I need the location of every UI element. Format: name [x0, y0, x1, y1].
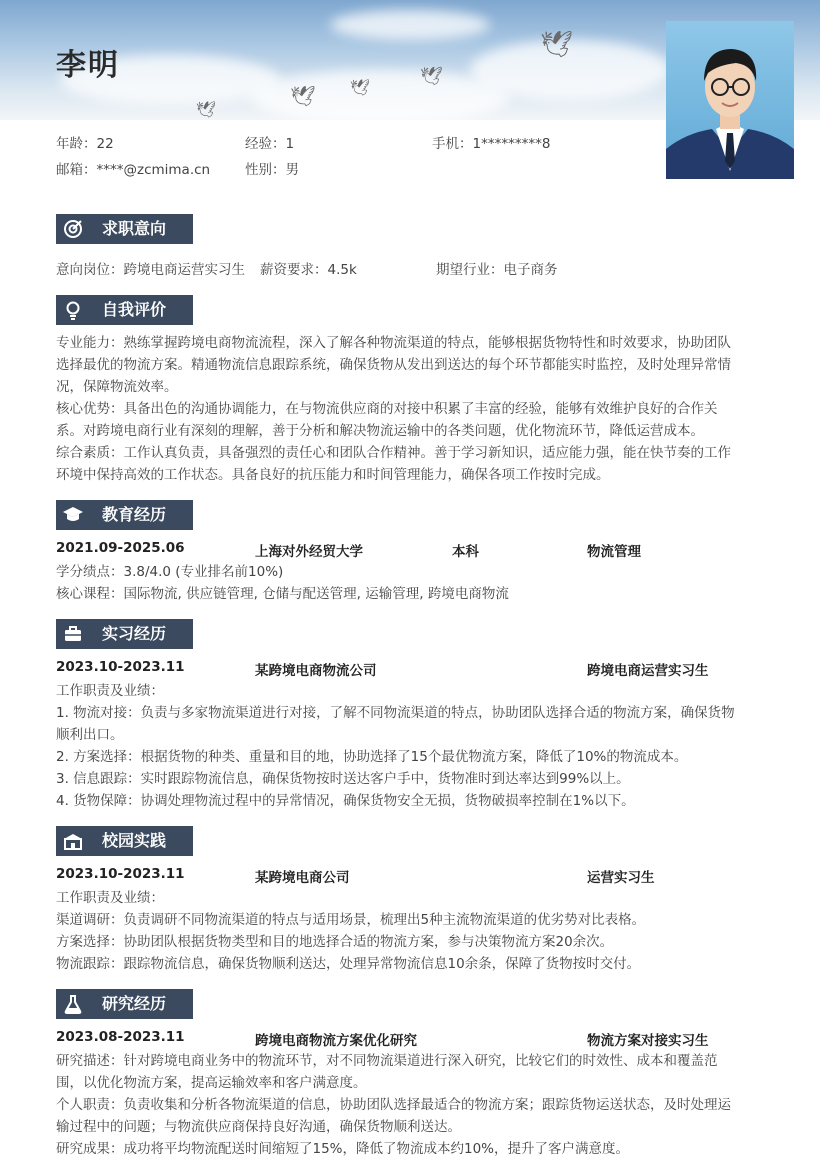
- research-line: 围，以优化物流方案，提高运输效率和客户满意度。: [56, 1075, 367, 1091]
- internship-line: 1. 物流对接：负责与多家物流渠道进行对接，了解不同物流渠道的特点，协助团队选择合适的物流方案，确保货物: [56, 705, 735, 721]
- section-job-intent: 求职意向: [56, 214, 193, 244]
- bird-icon: 🕊: [420, 66, 443, 87]
- section-internship: 实习经历: [56, 619, 193, 649]
- campus-role: 运营实习生: [587, 870, 655, 886]
- self-eval-line: 综合素质：工作认真负责，具备强烈的责任心和团队合作精神。善于学习新知识，适应能力强，能在快节奏的工作: [56, 445, 731, 461]
- flask-icon: [60, 991, 86, 1017]
- self-eval-line: 况，保障物流效率。: [56, 379, 178, 395]
- school-building-icon: [60, 828, 86, 854]
- section-campus: 校园实践: [56, 826, 193, 856]
- self-eval-line: 选择最优的物流方案。精通物流信息跟踪系统，确保货物从发出到送达的每个环节都能实时监控，及时处理异常情: [56, 357, 731, 373]
- education-degree: 本科: [452, 544, 479, 560]
- campus-period: 2023.10-2023.11: [56, 866, 185, 882]
- research-period: 2023.08-2023.11: [56, 1029, 185, 1045]
- internship-line: 2. 方案选择：根据货物的种类、重量和目的地，协助选择了15个最优物流方案，降低了10%的物流成本。: [56, 749, 688, 765]
- research-project: 跨境电商物流方案优化研究: [255, 1033, 417, 1049]
- campus-line: 工作职责及业绩：: [56, 890, 164, 906]
- bird-icon: 🕊: [540, 30, 574, 60]
- internship-line: 顺利出口。: [56, 727, 124, 743]
- age-field: 年龄：22: [56, 136, 114, 152]
- internship-line: 4. 货物保障：协调处理物流过程中的异常情况，确保货物安全无损，货物破损率控制在1%以下。: [56, 793, 635, 809]
- internship-role: 跨境电商运营实习生: [587, 663, 709, 679]
- bird-icon: 🕊: [290, 84, 316, 108]
- intent-position: 意向岗位：跨境电商运营实习生: [56, 262, 245, 278]
- intent-salary: 薪资要求：4.5k: [260, 262, 357, 278]
- education-line: 学分绩点：3.8/4.0 (专业排名前10%): [56, 564, 284, 580]
- research-line: 研究描述：针对跨境电商业务中的物流环节，对不同物流渠道进行深入研究，比较它们的时效性、成本和覆盖范: [56, 1053, 718, 1069]
- campus-line: 方案选择：协助团队根据货物类型和目的地选择合适的物流方案，参与决策物流方案20余次。: [56, 934, 614, 950]
- education-period: 2021.09-2025.06: [56, 540, 185, 556]
- internship-line: 3. 信息跟踪：实时跟踪物流信息，确保货物按时送达客户手中，货物准时到达率达到99%以上。: [56, 771, 630, 787]
- candidate-name: 李明: [56, 48, 120, 83]
- internship-period: 2023.10-2023.11: [56, 659, 185, 675]
- phone-field: 手机：1*********8: [432, 136, 551, 152]
- research-line: 输过程中的问题；与物流供应商保持良好沟通，确保货物顺利送达。: [56, 1119, 461, 1135]
- education-school: 上海对外经贸大学: [255, 544, 363, 560]
- internship-company: 某跨境电商物流公司: [255, 663, 377, 679]
- research-line: 个人职责：负责收集和分析各物流渠道的信息，协助团队选择最适合的物流方案；跟踪货物运送状态，及时处理运: [56, 1097, 731, 1113]
- self-eval-line: 环境中保持高效的工作状态。具备良好的抗压能力和时间管理能力，确保各项工作按时完成。: [56, 467, 610, 483]
- lightbulb-icon: [60, 297, 86, 323]
- email-field: 邮箱：****@zcmima.cn: [56, 162, 211, 178]
- bird-icon: 🕊: [350, 78, 371, 97]
- campus-company: 某跨境电商公司: [255, 870, 350, 886]
- education-major: 物流管理: [587, 544, 641, 560]
- self-eval-line: 核心优势：具备出色的沟通协调能力，在与物流供应商的对接中积累了丰富的经验，能够有效维护良好的合作关: [56, 401, 718, 417]
- internship-line: 工作职责及业绩：: [56, 683, 164, 699]
- section-research: 研究经历: [56, 989, 193, 1019]
- target-icon: [60, 216, 86, 242]
- profile-photo: [666, 21, 794, 179]
- graduation-cap-icon: [60, 502, 86, 528]
- briefcase-icon: [60, 621, 86, 647]
- campus-line: 渠道调研：负责调研不同物流渠道的特点与适用场景，梳理出5种主流物流渠道的优劣势对比表格。: [56, 912, 646, 928]
- self-eval-line: 系。对跨境电商行业有深刻的理解，善于分析和解决物流运输中的各类问题，优化物流环节，降低运营成本。: [56, 423, 704, 439]
- section-education: 教育经历: [56, 500, 193, 530]
- self-eval-line: 专业能力：熟练掌握跨境电商物流流程，深入了解各种物流渠道的特点，能够根据货物特性和时效要求，协助团队: [56, 335, 731, 351]
- research-role: 物流方案对接实习生: [587, 1033, 709, 1049]
- experience-field: 经验：1: [245, 136, 295, 152]
- bird-icon: 🕊: [196, 100, 217, 119]
- intent-industry: 期望行业：电子商务: [436, 262, 558, 278]
- education-line: 核心课程：国际物流, 供应链管理, 仓储与配送管理, 运输管理, 跨境电商物流: [56, 586, 509, 602]
- research-line: 研究成果：成功将平均物流配送时间缩短了15%，降低了物流成本约10%，提升了客户满意度。: [56, 1141, 630, 1157]
- campus-line: 物流跟踪：跟踪物流信息，确保货物顺利送达，处理异常物流信息10余条，保障了货物按时交付。: [56, 956, 641, 972]
- section-self-eval: 自我评价: [56, 295, 193, 325]
- gender-field: 性别：男: [245, 162, 299, 178]
